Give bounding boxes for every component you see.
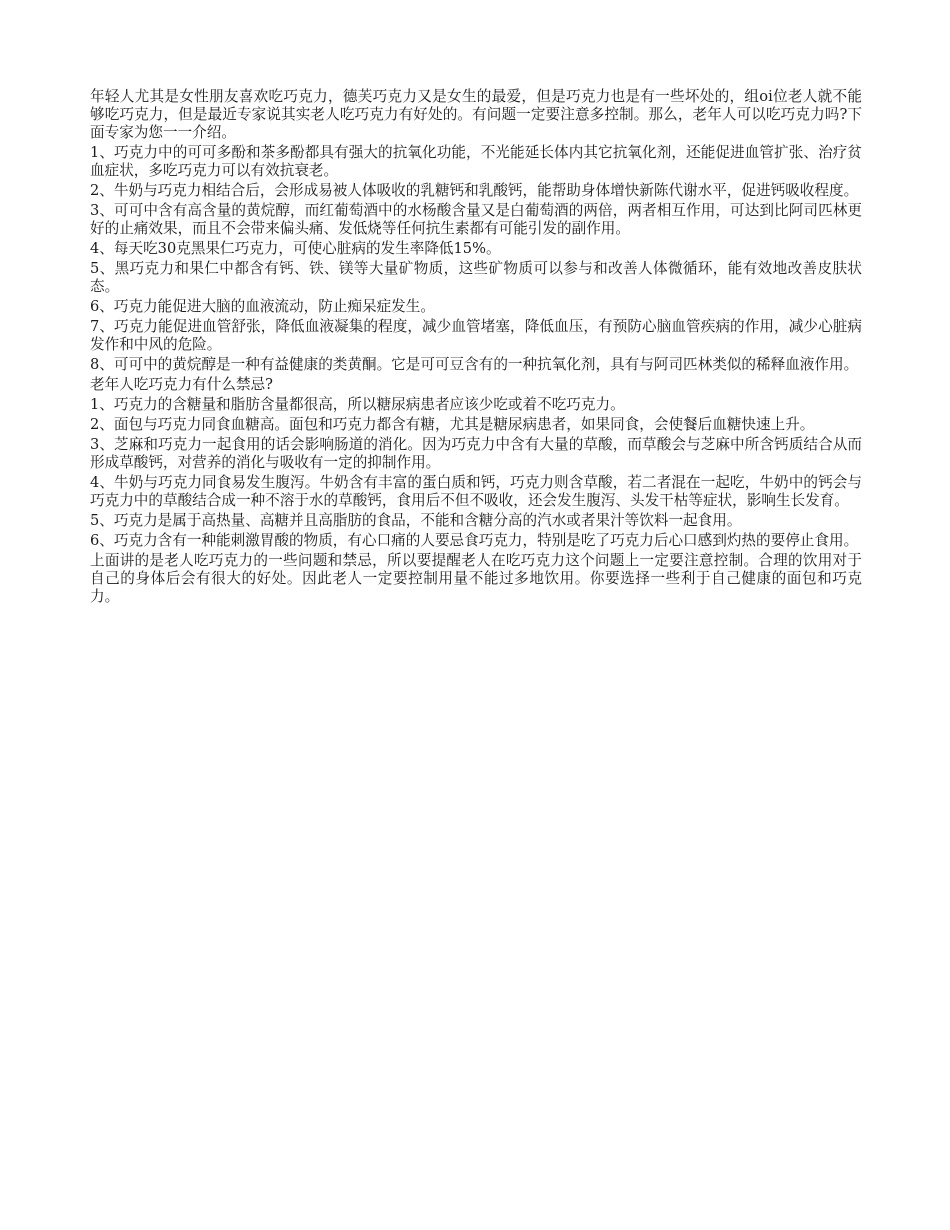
taboo-item-5: 5、巧克力是属于高热量、高糖并且高脂肪的食品，不能和含糖分高的汽水或者果汁等饮料一起食用。 [90, 512, 742, 529]
benefit-item-4: 4、每天吃30克黑果仁巧克力，可使心脏病的发生率降低15%。 [90, 240, 501, 257]
taboo-heading: 老年人吃巧克力有什么禁忌? [90, 376, 273, 393]
taboo-item-4: 4、牛奶与巧克力同食易发生腹泻。牛奶含有丰富的蛋白质和钙，巧克力则含草酸，若二者混在一起吃，牛奶中的钙会与巧克力中的草酸结合成一种不溶于水的草酸钙，食用后不但不吸收，还会发生腹泻、头发干枯等症状，影响生长发育。 [90, 474, 862, 509]
taboo-item-1: 1、巧克力的含糖量和脂肪含量都很高，所以糖尿病患者应该少吃或着不吃巧克力。 [90, 396, 625, 413]
benefit-item-8: 8、可可中的黄烷醇是一种有益健康的类黄酮。它是可可豆含有的一种抗氧化剂，具有与阿司匹林类似的稀释血液作用。 [90, 356, 859, 373]
taboo-item-2: 2、面包与巧克力同食血糖高。面包和巧克力都含有糖，尤其是糖尿病患者，如果同食，会使餐后血糖快速上升。 [90, 416, 815, 433]
benefit-item-1: 1、巧克力中的可可多酚和茶多酚都具有强大的抗氧化功能，不光能延长体内其它抗氧化剂，还能促进血管扩张、治疗贫血症状，多吃巧克力可以有效抗衰老。 [90, 144, 862, 179]
taboo-item-3: 3、芝麻和巧克力一起食用的话会影响肠道的消化。因为巧克力中含有大量的草酸，而草酸会与芝麻中所含钙质结合从而形成草酸钙，对营养的消化与吸收有一定的抑制作用。 [90, 436, 862, 471]
conclusion-paragraph: 上面讲的是老人吃巧克力的一些问题和禁忌，所以要提醒老人在吃巧克力这个问题上一定要注意控制。合理的饮用对于自己的身体后会有很大的好处。因此老人一定要控制用量不能过多地饮用。你要选择一些利于自己健康的面包和巧克力。 [90, 552, 862, 605]
intro-paragraph: 年轻人尤其是女性朋友喜欢吃巧克力，德芙巧克力又是女生的最爱，但是巧克力也是有一些坏处的，组oi位老人就不能够吃巧克力，但是最近专家说其实老人吃巧克力有好处的。有问题一定要注意多控制。那么，老年人可以吃巧克力吗?下面专家为您一一介绍。 [90, 88, 862, 141]
benefit-item-7: 7、巧克力能促进血管舒张，降低血液凝集的程度，减少血管堵塞，降低血压，有预防心脑血管疾病的作用，减少心脏病发作和中风的危险。 [90, 318, 862, 353]
benefit-item-6: 6、巧克力能促进大脑的血液流动，防止痴呆症发生。 [90, 298, 435, 315]
benefit-item-5: 5、黑巧克力和果仁中都含有钙、铁、镁等大量矿物质，这些矿物质可以参与和改善人体微循环，能有效地改善皮肤状态。 [90, 260, 862, 295]
taboo-item-6: 6、巧克力含有一种能刺激胃酸的物质，有心口痛的人要忌食巧克力，特别是吃了巧克力后心口感到灼热的要停止食用。 [90, 532, 859, 549]
document-body [90, 88, 862, 608]
benefit-item-3: 3、可可中含有高含量的黄烷醇，而红葡萄酒中的水杨酸含量又是白葡萄酒的两倍，两者相互作用，可达到比阿司匹林更好的止痛效果，而且不会带来偏头痛、发低烧等任何抗生素都有可能引发的副作用。 [90, 202, 862, 237]
benefit-item-2: 2、牛奶与巧克力相结合后，会形成易被人体吸收的乳糖钙和乳酸钙，能帮助身体增快新陈代谢水平，促进钙吸收程度。 [90, 182, 859, 199]
